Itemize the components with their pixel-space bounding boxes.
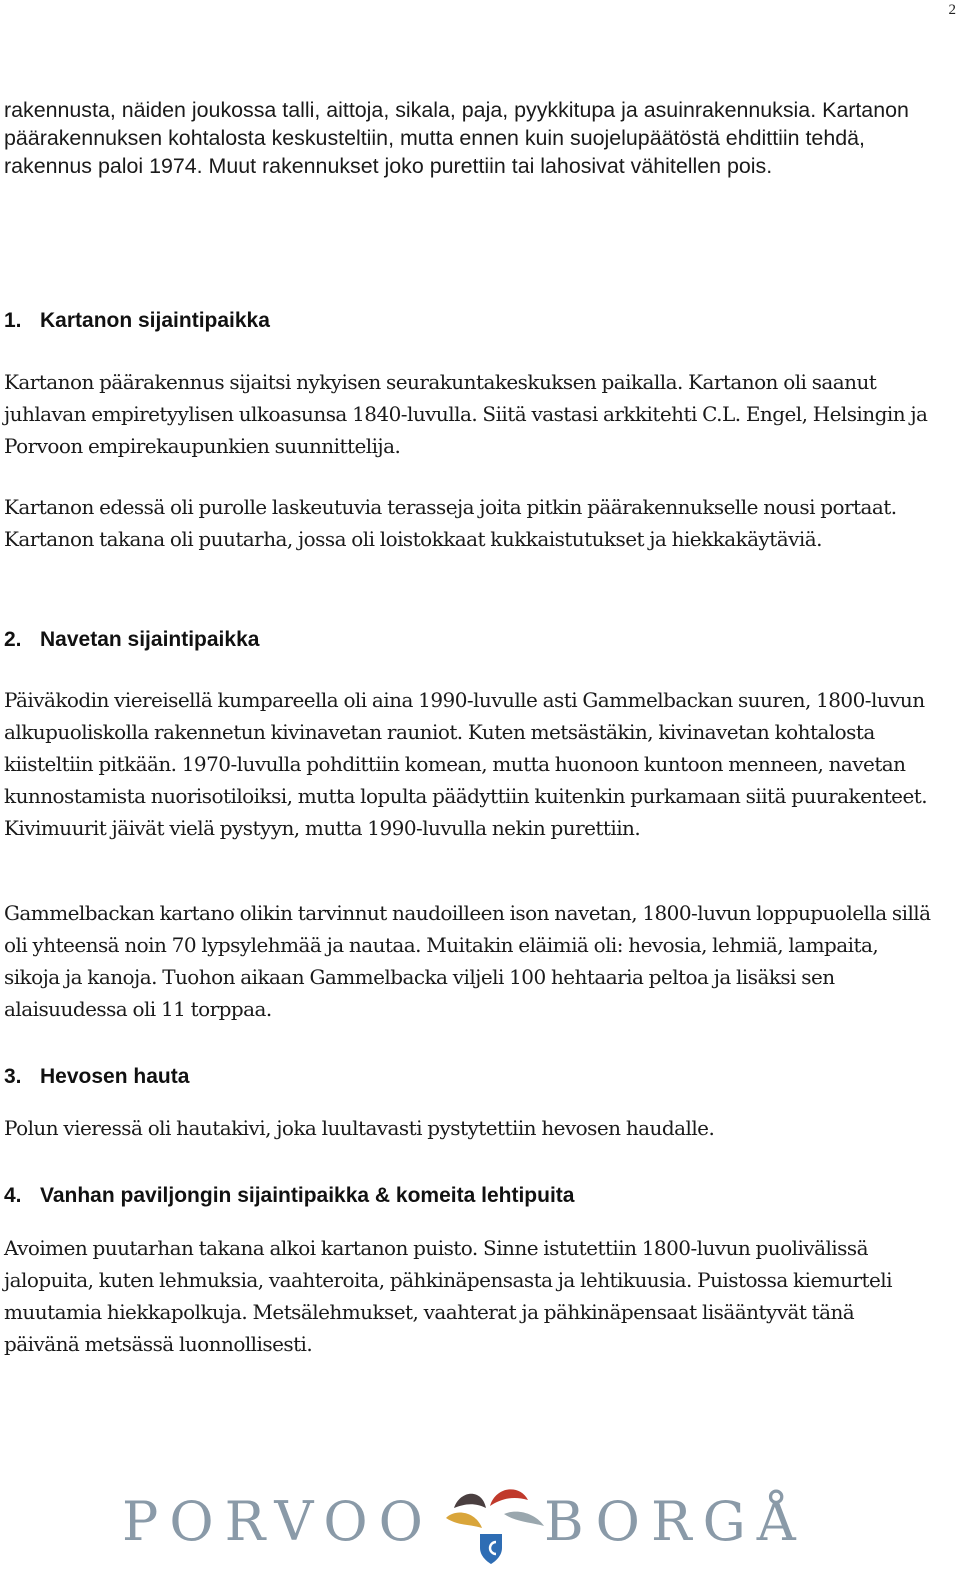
section-1-paragraph-1: Kartanon päärakennus sijaitsi nykyisen seurakuntakeskuksen paikalla. Kartanon oli saanut juhlavan empiretyylisen ulkoasunsa 1840-luvulla. Siitä vastasi arkkitehti C.L. Engel, Helsingin ja Porvoon empirekaupunkien suunnittelija.: [4, 370, 928, 458]
section-4-heading: [4, 1182, 574, 1210]
logo-word-borga: BORGÅ: [544, 1490, 807, 1553]
section-1-heading: [4, 307, 270, 335]
section-1-paragraph-2: Kartanon edessä oli purolle laskeutuvia terasseja joita pitkin päärakennukselle nousi portaat. Kartanon takana oli puutarha, jossa oli loistokkaat kukkaistutukset ja hiekkakäytäviä.: [4, 495, 897, 551]
porvoo-borga-logo: [122, 1478, 807, 1568]
section-2-heading: [4, 626, 259, 654]
intro-paragraph: rakennusta, näiden joukossa talli, aittoja, sikala, paja, pyykkitupa ja asuinrakennuksia. Kartanon päärakennuksen kohtalosta keskusteltiin, mutta ennen kuin suojelupäätöstä ehdittiin tehdä, rakennus paloi 1974. Muut rakennukset joko purettiin tai lahosivat vähitellen pois.: [4, 98, 909, 178]
section-3-title: Hevosen hauta: [40, 1065, 190, 1088]
section-3-paragraph-1: Polun vieressä oli hautakivi, joka luultavasti pystytettiin hevosen haudalle.: [4, 1116, 715, 1140]
section-2-title: Navetan sijaintipaikka: [40, 628, 260, 651]
section-4-paragraph-1: Avoimen puutarhan takana alkoi kartanon puisto. Sinne istutettiin 1800-luvun puolivälissä jalopuita, kuten lehmuksia, vaahteroita, pähkinäpensasta ja lehtikuusia. Puistossa kiemurteli muutamia hiekkapolkuja. Metsälehmukset, vaahterat ja pähkinäpensaat lisääntyvät tänä päivänä metsässä luonnollisesti.: [4, 1236, 892, 1356]
section-1-title: Kartanon sijaintipaikka: [40, 309, 270, 332]
section-1-number: 1.: [4, 309, 22, 332]
page-number: 2: [948, 2, 956, 18]
section-2-paragraph-1: Päiväkodin viereisellä kumpareella oli aina 1990-luvulle asti Gammelbackan suuren, 1800-luvun alkupuoliskolla rakennetun kivinavetan rauniot. Kuten metsästäkin, kivinavetan kohtalosta kiisteltiin pitkään. 1970-luvulla pohdittiin komean, mutta huonoon kuntoon menneen, navetan kunnostamista nuorisotiloiksi, mutta lopulta päädyttiin kuitenkin purkamaan siitä puurakenteet. Kivimuurit jäivät vielä pystyyn, mutta 1990-luvulla nekin purettiin.: [4, 688, 928, 840]
section-4-title: Vanhan paviljongin sijaintipaikka & komeita lehtipuita: [40, 1184, 575, 1207]
section-4-number: 4.: [4, 1184, 22, 1207]
section-2-number: 2.: [4, 628, 22, 651]
section-3-heading: [4, 1063, 189, 1091]
section-3-number: 3.: [4, 1065, 22, 1088]
logo-word-porvoo: PORVOO: [122, 1490, 434, 1553]
section-2-paragraph-2: Gammelbackan kartano olikin tarvinnut naudoilleen ison navetan, 1800-luvun loppupuolella sillä oli yhteensä noin 70 lypsylehmää ja nautaa. Muitakin eläimiä oli: hevosia, lehmiä, lampaita, sikoja ja kanoja. Tuohon aikaan Gammelbacka viljeli 100 hehtaaria peltoa ja lisäksi sen alaisuudessa oli 11 torppaa.: [4, 901, 931, 1021]
city-emblem-icon: [440, 1478, 550, 1568]
